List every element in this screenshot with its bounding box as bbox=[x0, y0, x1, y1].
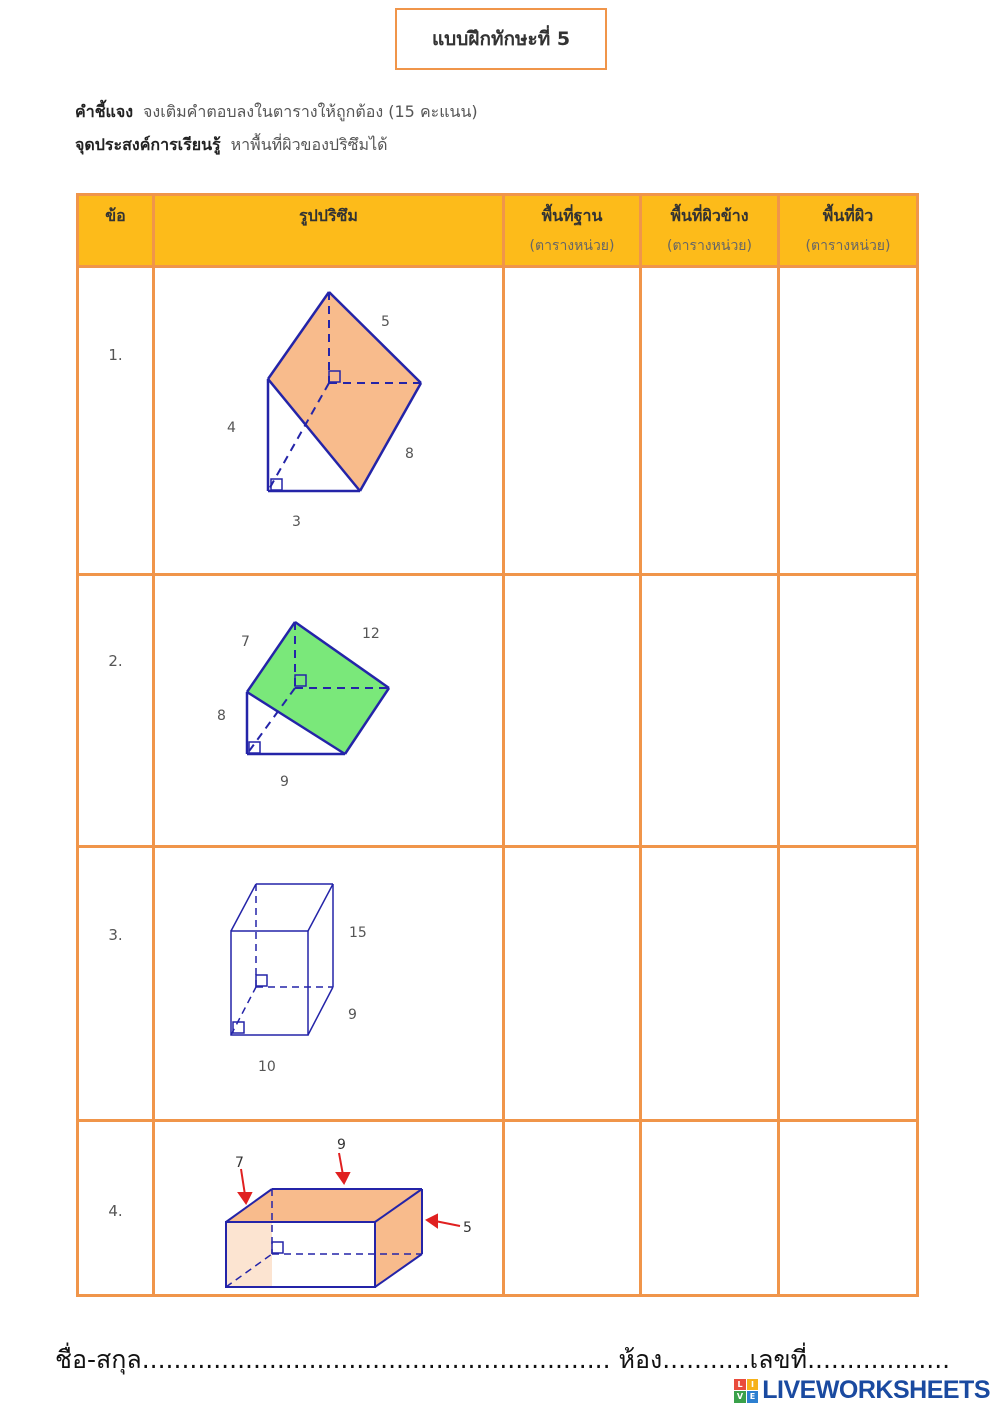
prism-figure-cell bbox=[154, 267, 504, 575]
answer-table bbox=[76, 193, 919, 1297]
table-row bbox=[78, 847, 918, 1121]
dimension-label: 9 bbox=[280, 773, 289, 790]
answer-cell-side-area[interactable] bbox=[641, 1121, 779, 1296]
answer-cell-side-area[interactable] bbox=[641, 847, 779, 1121]
header-surface-area: พื้นที่ผิว (ตารางหน่วย) bbox=[779, 195, 918, 267]
answer-cell-base-area[interactable] bbox=[504, 267, 641, 575]
header-side-area: พื้นที่ผิวข้าง (ตารางหน่วย) bbox=[641, 195, 779, 267]
rectangular-prism-figure bbox=[155, 850, 500, 1118]
dimension-label: 7 bbox=[235, 1155, 244, 1171]
worksheet-title: แบบฝึกทักษะที่ 5 bbox=[395, 8, 607, 70]
row-number: 2. bbox=[78, 575, 154, 847]
dimension-label: 3 bbox=[292, 513, 301, 530]
header-unit: (ตารางหน่วย) bbox=[667, 238, 752, 254]
table-row bbox=[78, 267, 918, 575]
answer-cell-side-area[interactable] bbox=[641, 575, 779, 847]
table-row bbox=[78, 575, 918, 847]
triangular-prism-2-figure bbox=[155, 578, 500, 844]
header-unit: (ตารางหน่วย) bbox=[805, 238, 891, 254]
table-row bbox=[78, 1121, 918, 1296]
objective-label: จุดประสงค์การเรียนรู้ bbox=[75, 135, 221, 154]
dimension-label: 4 bbox=[227, 419, 236, 436]
answer-cell-surface-area[interactable] bbox=[779, 1121, 918, 1296]
prism-figure-cell bbox=[154, 1121, 504, 1296]
rectangular-prism-arrows-figure bbox=[155, 1123, 500, 1293]
header-unit: (ตารางหน่วย) bbox=[529, 238, 615, 254]
dimension-label: 5 bbox=[463, 1220, 472, 1236]
dimension-label: 8 bbox=[405, 445, 414, 462]
header-shape: รูปปริซึม bbox=[154, 195, 504, 267]
objective-text: หาพื้นที่ผิวของปริซึมได้ bbox=[230, 135, 388, 154]
header-base-area: พื้นที่ฐาน (ตารางหน่วย) bbox=[504, 195, 641, 267]
answer-cell-surface-area[interactable] bbox=[779, 267, 918, 575]
answer-cell-surface-area[interactable] bbox=[779, 575, 918, 847]
objective-line bbox=[75, 133, 388, 158]
student-info-line: ชื่อ-สกุล........................................................... ห้อง...........เลขที่.................. bbox=[55, 1345, 951, 1374]
dimension-label: 9 bbox=[337, 1137, 346, 1153]
dimension-label: 9 bbox=[348, 1006, 357, 1023]
header-no: ข้อ bbox=[78, 195, 154, 267]
instruction-line bbox=[75, 100, 478, 125]
brand-name: LIVEWORKSHEETS bbox=[762, 1376, 990, 1404]
answer-cell-base-area[interactable] bbox=[504, 575, 641, 847]
dimension-label: 12 bbox=[362, 625, 380, 642]
answer-cell-side-area[interactable] bbox=[641, 267, 779, 575]
row-number: 3. bbox=[78, 847, 154, 1121]
prism-figure-cell bbox=[154, 847, 504, 1121]
triangular-prism-1-figure bbox=[155, 270, 500, 572]
table-header-row bbox=[78, 195, 918, 267]
row-number: 4. bbox=[78, 1121, 154, 1296]
dimension-label: 7 bbox=[241, 633, 250, 650]
dimension-label: 5 bbox=[381, 313, 390, 330]
answer-cell-base-area[interactable] bbox=[504, 847, 641, 1121]
instruction-text: จงเติมคำตอบลงในตารางให้ถูกต้อง (15 คะแนน) bbox=[143, 102, 478, 121]
dimension-label: 8 bbox=[217, 707, 226, 724]
liveworksheets-brand bbox=[734, 1376, 990, 1405]
dimension-label: 15 bbox=[349, 924, 367, 941]
row-number: 1. bbox=[78, 267, 154, 575]
answer-cell-surface-area[interactable] bbox=[779, 847, 918, 1121]
instruction-label: คำชี้แจง bbox=[75, 102, 134, 121]
liveworksheets-logo-icon: L I V E bbox=[734, 1379, 758, 1403]
answer-cell-base-area[interactable] bbox=[504, 1121, 641, 1296]
prism-figure-cell bbox=[154, 575, 504, 847]
dimension-label: 10 bbox=[258, 1058, 276, 1075]
